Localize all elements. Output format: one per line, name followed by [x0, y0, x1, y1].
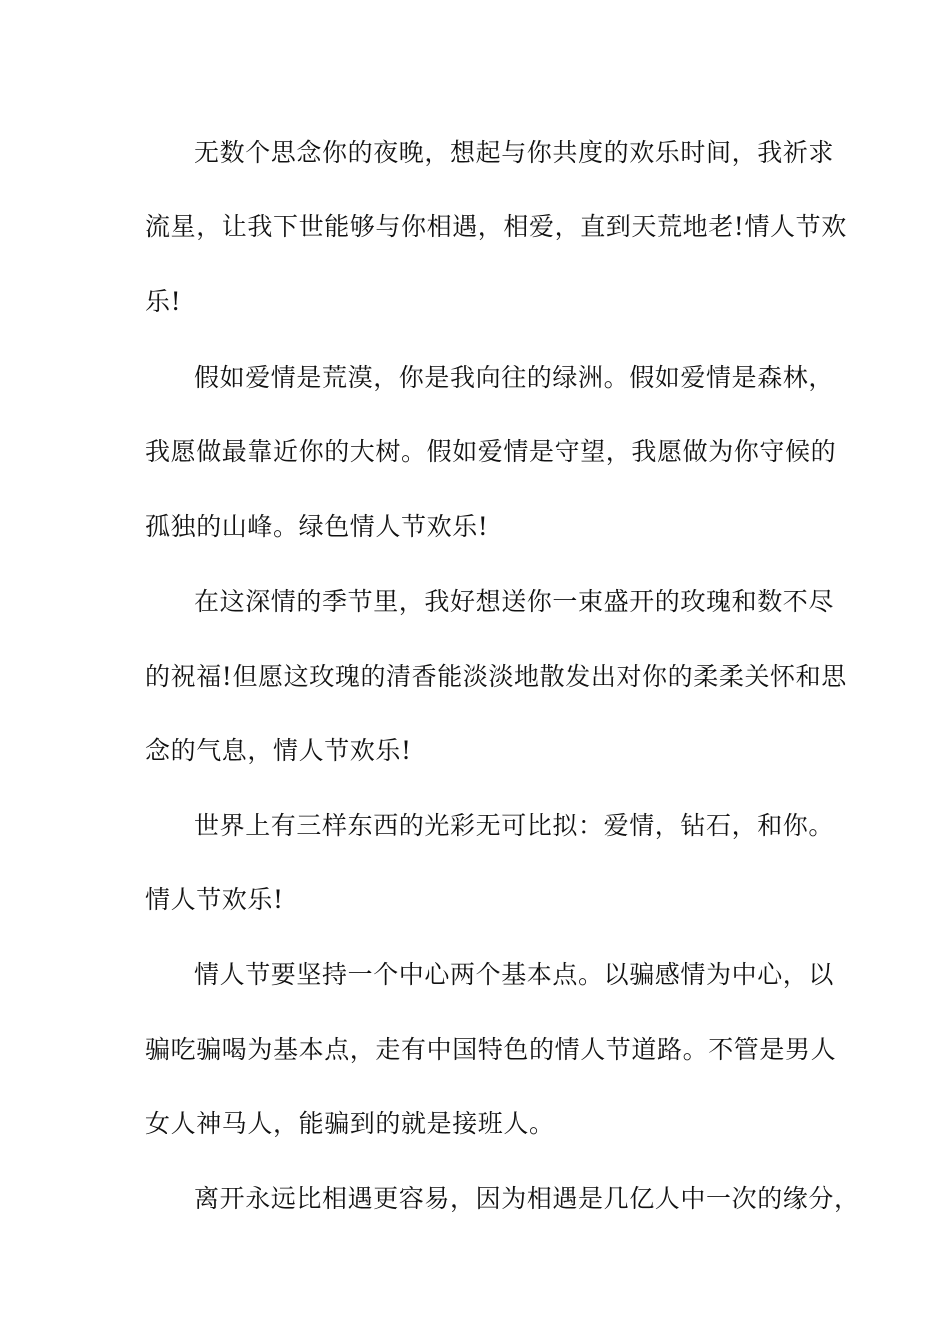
paragraph-6-line-1: 离开永远比相遇更容易，因为相遇是几亿人中一次的缘分， [194, 1184, 860, 1213]
paragraph-5-line-1: 情人节要坚持一个中心两个基本点。以骗感情为中心，以 [194, 960, 835, 989]
paragraph-3-line-2: 的祝福!但愿这玫瑰的清香能淡淡地散发出对你的柔柔关怀和思 [145, 662, 847, 691]
paragraph-2-line-3: 孤独的山峰。绿色情人节欢乐! [145, 512, 489, 541]
paragraph-3-line-3: 念的气息，情人节欢乐! [145, 736, 412, 765]
paragraph-4-line-1: 世界上有三样东西的光彩无可比拟：爱情，钻石，和你。 [194, 811, 835, 840]
paragraph-1-line-3: 乐! [145, 287, 182, 316]
paragraph-2-line-1: 假如爱情是荒漠，你是我向往的绿洲。假如爱情是森林， [194, 363, 835, 392]
paragraph-2-line-2: 我愿做最靠近你的大树。假如爱情是守望，我愿做为你守候的 [145, 437, 837, 466]
paragraph-5-line-2: 骗吃骗喝为基本点，走有中国特色的情人节道路。不管是男人 [145, 1035, 837, 1064]
paragraph-1-line-1: 无数个思念你的夜晚，想起与你共度的欢乐时间，我祈求 [194, 138, 835, 167]
paragraph-4-line-2: 情人节欢乐! [145, 885, 284, 914]
paragraph-3-line-1: 在这深情的季节里，我好想送你一束盛开的玫瑰和数不尽 [194, 587, 835, 616]
paragraph-5-line-3: 女人神马人，能骗到的就是接班人。 [145, 1109, 555, 1138]
paragraph-1-line-2: 流星，让我下世能够与你相遇，相爱，直到天荒地老!情人节欢 [145, 212, 847, 241]
